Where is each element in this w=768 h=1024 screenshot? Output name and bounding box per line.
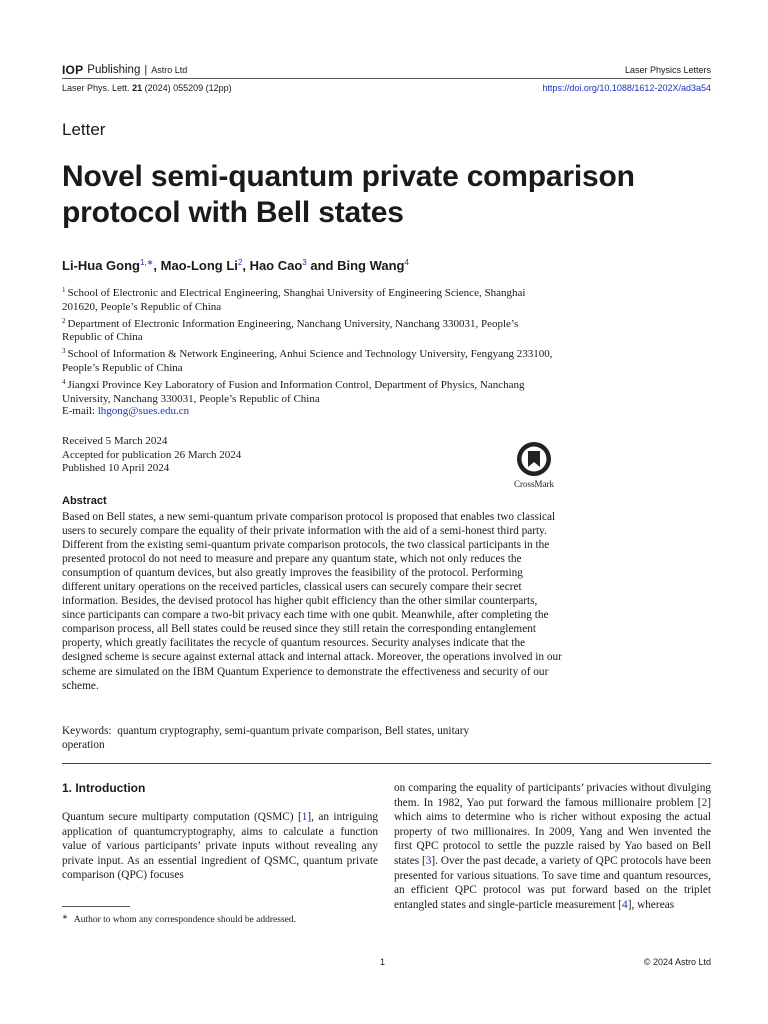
citation-journal: Laser Phys. Lett.: [62, 83, 130, 93]
crossmark-icon: [509, 441, 559, 479]
abstract-heading: Abstract: [62, 495, 107, 507]
affiliation-number: 2: [62, 316, 66, 325]
author-name: Bing Wang: [337, 258, 405, 273]
doi-link[interactable]: https://doi.org/10.1088/1612-202X/ad3a54: [542, 83, 711, 93]
iop-logo-text: IOP: [62, 63, 84, 77]
affiliation-item: [62, 315, 557, 346]
publication-dates: [62, 435, 241, 476]
footnote: [62, 913, 296, 925]
affiliation-text: School of Information & Network Engineering, Anhui Science and Technology University, Fengyang 233100, People’s Republic of China: [62, 348, 553, 374]
reference-link[interactable]: 1: [301, 811, 308, 823]
author-separator: ,: [153, 258, 161, 273]
email-line: [62, 405, 189, 417]
affiliation-number: 4: [62, 377, 66, 386]
date-accepted: Accepted for publication 26 March 2024: [62, 448, 242, 461]
affiliation-item: [62, 345, 557, 376]
author-name: Li-Hua Gong: [62, 258, 140, 273]
author-affiliation-mark[interactable]: 2: [237, 258, 243, 267]
crossmark-label: CrossMark: [514, 479, 554, 489]
footnote-text: Author to whom any correspondence should be addressed.: [73, 915, 297, 925]
keywords-label: Keywords:: [62, 725, 112, 737]
author-separator: ,: [242, 258, 250, 273]
body-text: ] which aims to determine who is richer without exposing the actual property of two millionaires. In 2009, Yang and Wen invented the first QPC protocol to settle the puzzle raised by Yao based on Bell states [: [394, 796, 711, 867]
astro-ltd-text: Astro Ltd: [151, 65, 188, 75]
keywords-line: [62, 724, 502, 752]
abstract-divider: [62, 763, 711, 764]
body-text: ], an intriguing application of quantumcryptography, aims to calculate a function value of various participants’ private inputs without revealing any private input. As an essential ingredient of QSMC, quantum private comparison (QPC) focuses: [62, 811, 378, 882]
author-affiliation-mark[interactable]: 3: [302, 258, 307, 267]
date-published: Published 10 April 2024: [62, 462, 170, 475]
crossmark-badge[interactable]: [509, 441, 559, 489]
paper-title: Novel semi-quantum private comparison protocol with Bell states: [62, 160, 635, 229]
author-name: Hao Cao: [249, 258, 303, 273]
email-label: E-mail:: [62, 405, 95, 417]
header-divider: [62, 78, 711, 79]
author-name: Mao-Long Li: [160, 258, 238, 273]
affiliation-list: [62, 284, 557, 406]
author-separator: and: [306, 258, 338, 273]
abstract-text: Based on Bell states, a new semi-quantum private comparison protocol is proposed that enables two classical users to securely compare the equality of their private information with the aid of a semi-honest third party. Different from the existing semi-quantum private comparison protocols, the two classical participants in the presented protocol do not need to measure and prepare any quantum state, which not only reduces the consumption of quantum devices, but also greatly improves the feasibility of the protocol. Performing different unitary operations on the received particles, classical users can securely compare their secret information. Besides, the devised protocol has higher qubit efficiency than the other similar counterparts, since participants can compare a two-bit privacy each time with one qubit. Meanwhile, after completing the comparison process, all Bell states could be reused since they still retain the corresponding entanglement property, which greatly facilitates the recycle of quantum resources. Security analyses indicate that the designed scheme is secure against external attack and internal attack. Moreover, the operations involved in our scheme are simulated on the IBM Quantum Experience to demonstrate the effectiveness and security of our scheme.: [62, 511, 562, 692]
author-affiliation-mark[interactable]: 4: [404, 258, 409, 267]
author-affiliation-mark[interactable]: 1,∗: [140, 258, 154, 267]
affiliation-item: [62, 376, 557, 407]
affiliation-text: School of Electronic and Electrical Engineering, Shanghai University of Engineering Science, Shanghai 201620, People’s Republic of China: [62, 287, 526, 313]
intro-column-right: [394, 781, 711, 912]
body-text: ]. Over the past decade, a variety of QPC protocols have been presented for various situations. To save time and quantum resources, an efficient QPC protocol was put forward based on the triplet entangled states and single-particle measurement [: [394, 854, 711, 911]
keywords-text: quantum cryptography, semi-quantum private comparison, Bell states, unitary operation: [62, 725, 470, 752]
affiliation-text: Jiangxi Province Key Laboratory of Fusion and Information Control, Department of Physics, Nanchang University, Nanchang 330031, People’s Republic of China: [62, 378, 525, 405]
email-link[interactable]: lhgong@sues.edu.cn: [97, 405, 190, 417]
brand-separator: |: [144, 64, 148, 76]
author-list: [62, 258, 409, 273]
body-text: on comparing the equality of participants’ privacies without divulging them. In 1982, Yao put forward the famous millionaire problem [: [394, 782, 711, 809]
date-received: Received 5 March 2024: [62, 435, 168, 447]
intro-column-left: [62, 810, 378, 883]
citation-volume: 21: [132, 83, 143, 93]
page-number: 1: [380, 957, 386, 967]
affiliation-item: [62, 284, 557, 315]
affiliation-number: 1: [62, 286, 66, 294]
publishing-logo-text: Publishing: [87, 64, 141, 76]
citation-details: (2024) 055209 (12pp): [144, 83, 232, 93]
publisher-brand: [62, 63, 187, 77]
body-text: Quantum secure multiparty computation (QSMC) [: [62, 811, 302, 823]
section-heading-introduction: 1. Introduction: [62, 781, 146, 795]
article-type: Letter: [62, 120, 106, 139]
reference-link[interactable]: 4: [622, 898, 628, 911]
affiliation-text: Department of Electronic Information Engineering, Nanchang University, Nanchang 330031, People’s Republic of China: [62, 317, 519, 344]
footnote-mark: ∗: [62, 913, 68, 921]
footnote-divider: [62, 906, 130, 907]
body-text: ], whereas: [627, 898, 675, 911]
copyright-notice: © 2024 Astro Ltd: [643, 957, 711, 967]
citation-line: [62, 83, 232, 93]
reference-link[interactable]: 3: [425, 854, 432, 867]
affiliation-number: 3: [62, 347, 66, 356]
reference-link[interactable]: 2: [701, 796, 708, 809]
journal-name: Laser Physics Letters: [624, 65, 711, 75]
